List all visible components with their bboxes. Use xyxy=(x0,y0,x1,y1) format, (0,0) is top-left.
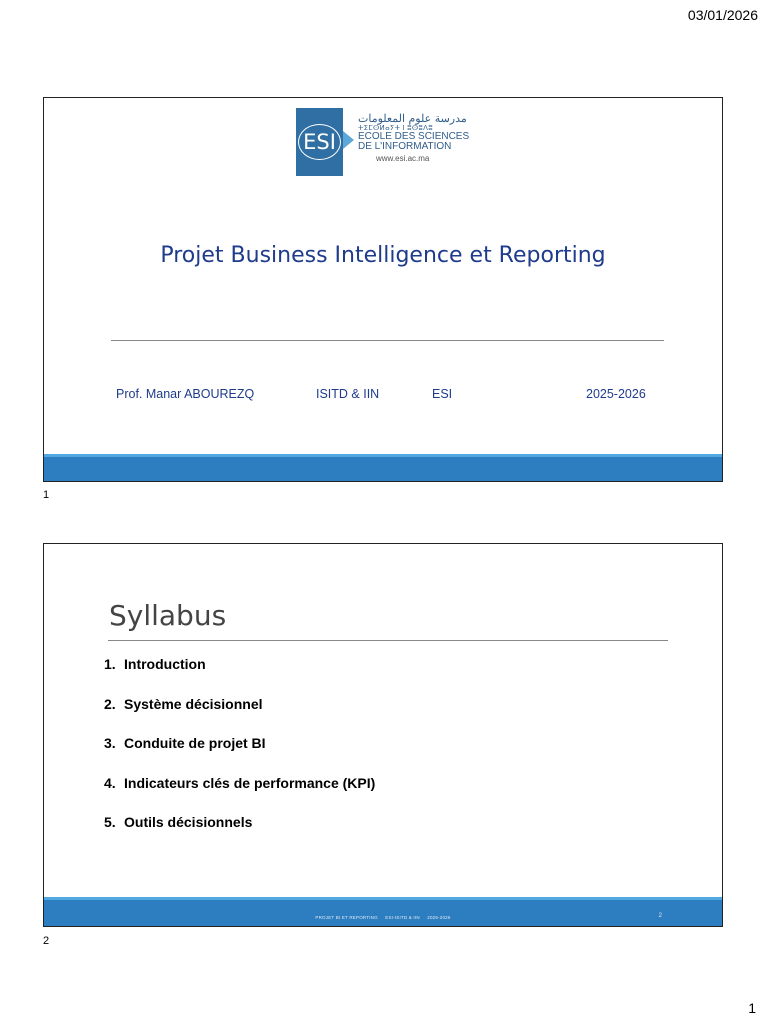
page-number: 1 xyxy=(748,1000,756,1016)
footer-page-number: 2 xyxy=(658,913,662,919)
logo-arabic-text: مدرسة علوم المعلومات xyxy=(358,112,467,125)
logo-text xyxy=(358,113,478,163)
logo-line-1: ECOLE DES SCIENCES xyxy=(358,130,470,142)
logo-arrow-icon xyxy=(343,131,354,149)
list-item: 5. Outils décisionnels xyxy=(104,814,253,830)
slide-1-title: Projet Business Intelligence et Reporting xyxy=(160,243,606,268)
slide-1-footer-band xyxy=(44,454,722,481)
logo-url: www.esi.ac.ma xyxy=(376,153,430,163)
slide-1 xyxy=(43,97,723,482)
logo-line-2: DE L'INFORMATION xyxy=(358,141,452,153)
professor-name: Prof. Manar ABOUREZQ xyxy=(116,387,255,401)
list-item: 2. Système décisionnel xyxy=(104,695,263,712)
syllabus-list xyxy=(104,656,375,854)
footer-group: ESI-ISITD & IIN xyxy=(385,915,420,920)
slide-footer-text xyxy=(44,915,722,920)
footer-year: 2025-2026 xyxy=(427,915,451,920)
slide-2 xyxy=(43,543,723,927)
logo-tifinagh-text: ⵜⵉⵎⵙⵍⴰⵢⵜ ⵏ ⵓⵙⵓⴷⵓ xyxy=(358,124,433,132)
esi-logo-mark xyxy=(296,108,343,176)
footer-course: PROJET BI ET REPORTING xyxy=(315,915,378,920)
list-item: 3. Conduite de projet BI xyxy=(104,735,266,751)
programs: ISITD & IIN xyxy=(316,387,380,401)
esi-logo xyxy=(296,108,476,178)
list-item: 4. Indicateurs clés de performance (KPI) xyxy=(104,774,376,791)
slide-2-number: 2 xyxy=(43,935,50,947)
slide-1-number: 1 xyxy=(43,489,50,501)
institution: ESI xyxy=(432,387,453,401)
slide-2-title: Syllabus xyxy=(109,599,227,632)
title-divider xyxy=(111,340,664,341)
academic-year: 2025-2026 xyxy=(586,387,646,401)
print-date: 03/01/2026 xyxy=(687,7,758,23)
syllabus-divider xyxy=(108,640,668,641)
list-item: 1. Introduction xyxy=(104,656,206,672)
slide-2-footer-band xyxy=(44,897,722,926)
esi-logo-mark-text: ESI xyxy=(298,124,341,160)
